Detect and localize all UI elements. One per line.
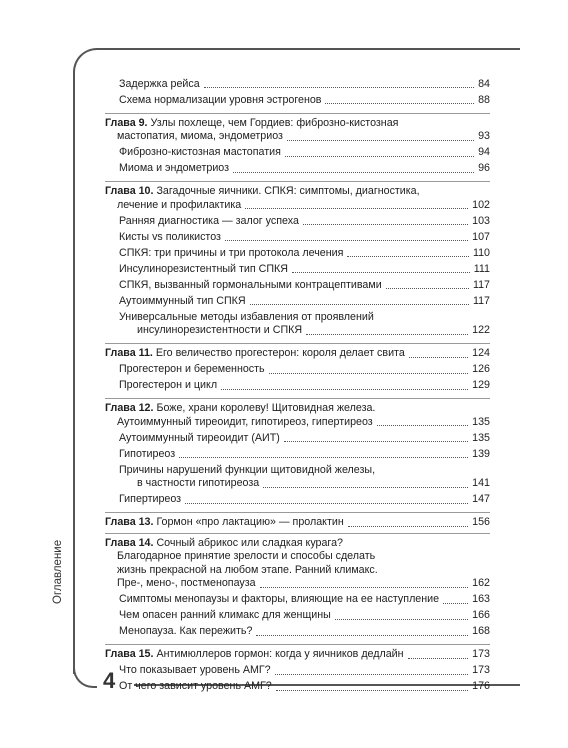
toc-entry-title: Кисты vs поликистоз <box>119 230 221 243</box>
frame-top-line <box>100 48 520 50</box>
chapter-title-last-line[interactable] <box>105 130 490 144</box>
toc-chapter <box>105 398 490 512</box>
toc-entry-page-number: 111 <box>473 262 490 275</box>
chapter-title-last-line[interactable] <box>105 416 490 430</box>
toc-entry-page-number: 122 <box>472 324 490 336</box>
toc-entry-title: Чем опасен ранний климакс для женщины <box>119 609 331 621</box>
toc-entry-title: Прогестерон и беременность <box>119 363 265 375</box>
toc-entry[interactable] <box>105 78 490 92</box>
toc-entry-title: Схема нормализации уровня эстрогенов <box>119 93 322 106</box>
toc-entry-page-number: 117 <box>472 294 490 307</box>
toc-entry[interactable] <box>105 625 490 639</box>
toc-chapter <box>105 644 490 699</box>
chapter-title-part: мастопатия, миома, эндометриоз <box>117 130 283 142</box>
toc-entry-title: СПКЯ: три причины и три протокола лечения <box>119 246 344 259</box>
dot-leader <box>185 503 468 504</box>
toc-entry-title: СПКЯ, вызванный гормональными контрацептивами <box>119 278 382 291</box>
toc-entry-title: Менопауза. Как пережить? <box>119 625 253 637</box>
side-section-label: Оглавление <box>52 539 64 604</box>
chapter-title-line[interactable] <box>105 550 490 564</box>
chapter-title-text <box>105 185 420 197</box>
toc-entry-title: Инсулинорезистентный тип СПКЯ <box>119 262 288 275</box>
toc-entry-title: От чего зависит уровень АМГ? <box>119 680 272 692</box>
dot-leader <box>225 240 468 241</box>
toc-chapter <box>105 512 490 533</box>
dot-leader <box>221 389 468 390</box>
toc-entry-title: Аутоиммунный тип СПКЯ <box>119 294 246 307</box>
dot-leader <box>409 357 468 358</box>
dot-leader <box>303 224 468 225</box>
chapter-title-text <box>117 199 241 213</box>
toc-entry-page-number: 166 <box>472 609 490 621</box>
chapter-title-line[interactable] <box>105 185 490 199</box>
dot-leader <box>269 373 469 374</box>
chapter-label: Глава 13. <box>105 516 154 528</box>
chapter-page-number: 173 <box>472 648 490 660</box>
toc-entry-title: Фиброзно-кистозная мастопатия <box>119 146 281 158</box>
dot-leader <box>348 526 468 527</box>
chapter-title-last-line[interactable] <box>105 577 490 591</box>
toc-entry-title: Прогестерон и цикл <box>119 379 218 391</box>
chapter-title-part: Антимюллеров гормон: когда у яичников дедлайн <box>156 648 404 660</box>
toc-entry[interactable] <box>105 680 490 694</box>
toc-entry[interactable] <box>105 448 490 462</box>
toc-entry[interactable] <box>105 247 490 261</box>
chapter-title-text <box>117 416 373 430</box>
toc-entry[interactable] <box>105 215 490 229</box>
toc-entry-title: Ранняя диагностика — залог успеха <box>119 214 299 227</box>
toc-entry-title: Что показывает уровень АМГ? <box>119 664 271 676</box>
toc-entry-page-number: 168 <box>472 625 490 637</box>
toc-entry-page-number: 173 <box>472 664 490 676</box>
toc-entry[interactable] <box>105 279 490 293</box>
toc-entry-page-number: 139 <box>472 447 490 460</box>
dot-leader <box>335 619 468 620</box>
toc-entry-line: Причины нарушений функции щитовидной железы, <box>119 463 376 476</box>
toc-entry-title: Аутоиммунный тиреоидит (АИТ) <box>119 431 280 444</box>
chapter-title-text <box>105 537 343 549</box>
dot-leader <box>250 304 469 305</box>
chapter-title-text <box>105 117 398 129</box>
chapter-title-line[interactable] <box>105 537 490 551</box>
chapter-title-text <box>105 648 404 662</box>
chapter-title-part: Сочный абрикос или сладкая курага? <box>156 536 343 549</box>
dot-leader <box>276 690 468 691</box>
chapter-title-line[interactable] <box>105 402 490 416</box>
toc-entry[interactable] <box>105 146 490 160</box>
chapter-title-last-line[interactable] <box>105 516 490 530</box>
toc-chapter <box>105 78 490 113</box>
toc-entry[interactable] <box>105 609 490 623</box>
toc-entry[interactable] <box>105 295 490 309</box>
toc-chapter <box>105 533 490 645</box>
toc-entry[interactable] <box>105 493 490 507</box>
chapter-title-text <box>105 516 344 530</box>
dot-leader <box>408 658 469 659</box>
toc-entry[interactable] <box>105 94 490 108</box>
toc-chapter <box>105 181 490 343</box>
toc-chapter <box>105 113 490 182</box>
toc-entry[interactable] <box>105 664 490 678</box>
toc-chapter <box>105 343 490 398</box>
chapter-title-part: Аутоиммунный тиреоидит, гипотиреоз, гипертиреоз <box>117 415 373 428</box>
dot-leader <box>284 441 468 442</box>
toc-entry[interactable] <box>105 162 490 176</box>
dot-leader <box>377 425 468 426</box>
chapter-title-text <box>117 564 378 576</box>
toc-entry-title: Миома и эндометриоз <box>119 162 230 174</box>
chapter-title-last-line[interactable] <box>105 347 490 361</box>
dot-leader <box>204 87 474 88</box>
chapter-page-number: 162 <box>472 577 490 589</box>
chapter-title-text <box>117 577 256 591</box>
page-number: 4 <box>103 668 116 693</box>
chapter-title-text <box>105 347 405 361</box>
toc-entry[interactable] <box>105 379 490 393</box>
frame-bottom-corner <box>73 664 97 688</box>
toc-entry-page-number: 176 <box>472 680 490 692</box>
chapter-title-text <box>105 402 375 414</box>
chapter-label: Глава 12. <box>105 402 154 414</box>
frame-top-corner <box>73 48 103 78</box>
toc-entry-page-number: 126 <box>472 363 490 375</box>
toc-entry-title: Симптомы менопаузы и факторы, влияющие на ее наступление <box>119 593 440 605</box>
toc-entry-page-number: 84 <box>478 77 490 90</box>
toc-entry-title: Гипотиреоз <box>119 447 176 460</box>
toc-entry-title: инсулинорезистентности и СПКЯ <box>137 324 303 336</box>
dot-leader <box>263 487 468 488</box>
dot-leader <box>256 635 468 636</box>
toc-entry[interactable] <box>105 311 490 338</box>
toc-entry[interactable] <box>105 432 490 446</box>
dot-leader <box>285 156 474 157</box>
chapter-title-part: жизнь прекрасной на любом этапе. Ранний климакс. <box>117 563 378 576</box>
chapter-title-part: Пре-, мено-, постменопауза <box>117 577 256 589</box>
toc-entry[interactable] <box>105 263 490 277</box>
dot-leader <box>260 587 469 588</box>
chapter-title-part: Загадочные яичники. СПКЯ: симптомы, диагностика, <box>156 185 420 197</box>
toc-entry-line: Универсальные методы избавления от проявлений <box>119 310 374 323</box>
toc-entry-page-number: 147 <box>472 493 490 505</box>
chapter-label: Глава 9. <box>105 116 148 129</box>
toc-entry-title: в частности гипотиреоза <box>137 477 260 489</box>
chapter-title-text <box>117 130 283 144</box>
dot-leader <box>443 603 468 604</box>
dot-leader <box>287 140 474 141</box>
toc-entry-title: Гипертиреоз <box>119 493 182 505</box>
chapter-title-line[interactable] <box>105 117 490 131</box>
chapter-page-number: 156 <box>472 516 490 528</box>
toc-entry[interactable] <box>105 464 490 491</box>
chapter-label: Глава 15. <box>105 648 154 660</box>
toc-entry-page-number: 135 <box>472 431 490 444</box>
chapter-title-last-line[interactable] <box>105 648 490 662</box>
chapter-title-part: Гормон «про лактацию» — пролактин <box>156 516 344 528</box>
chapter-page-number: 135 <box>472 415 490 428</box>
toc-entry-page-number: 117 <box>472 278 490 291</box>
dot-leader <box>325 103 474 104</box>
toc-entry-page-number: 129 <box>472 379 490 391</box>
chapter-title-last-line[interactable] <box>105 199 490 213</box>
frame-left-line <box>73 74 75 674</box>
chapter-page-number: 124 <box>472 347 490 359</box>
chapter-title-text <box>117 550 375 562</box>
toc-entry-page-number: 163 <box>472 593 490 605</box>
chapter-label: Глава 11. <box>105 347 153 359</box>
dot-leader <box>306 334 468 335</box>
chapter-label: Глава 10. <box>105 185 154 197</box>
chapter-title-part: лечение и профилактика <box>117 198 242 211</box>
toc-entry-page-number: 141 <box>472 477 490 489</box>
toc-entry-page-number: 103 <box>472 214 490 227</box>
chapter-title-part: Боже, храни королеву! Щитовидная железа. <box>156 402 376 414</box>
chapter-page-number: 93 <box>478 130 490 142</box>
toc-entry[interactable] <box>105 593 490 607</box>
toc-entry[interactable] <box>105 363 490 377</box>
toc-entry-page-number: 88 <box>478 93 490 106</box>
dot-leader <box>275 674 469 675</box>
dot-leader <box>233 172 474 173</box>
toc-entry-title: Задержка рейса <box>119 77 200 90</box>
chapter-label: Глава 14. <box>105 536 154 549</box>
dot-leader <box>292 272 470 273</box>
chapter-title-line[interactable] <box>105 564 490 578</box>
toc-entry[interactable] <box>105 231 490 245</box>
chapter-title-part: Его величество прогестерон: короля делает свита <box>155 347 405 359</box>
dot-leader <box>179 457 468 458</box>
chapter-title-part: Благодарное принятие зрелости и способы сделать <box>117 550 376 562</box>
toc-entry-page-number: 110 <box>472 246 490 259</box>
toc-entry-page-number: 94 <box>478 146 490 158</box>
table-of-contents <box>105 75 490 699</box>
chapter-title-part: Узлы похлеще, чем Гордиев: фиброзно-кистозная <box>150 116 399 129</box>
toc-entry-page-number: 96 <box>478 162 490 174</box>
dot-leader <box>245 208 468 209</box>
chapter-page-number: 102 <box>472 198 490 211</box>
dot-leader <box>386 288 469 289</box>
toc-entry-page-number: 107 <box>472 230 490 243</box>
dot-leader <box>347 256 469 257</box>
